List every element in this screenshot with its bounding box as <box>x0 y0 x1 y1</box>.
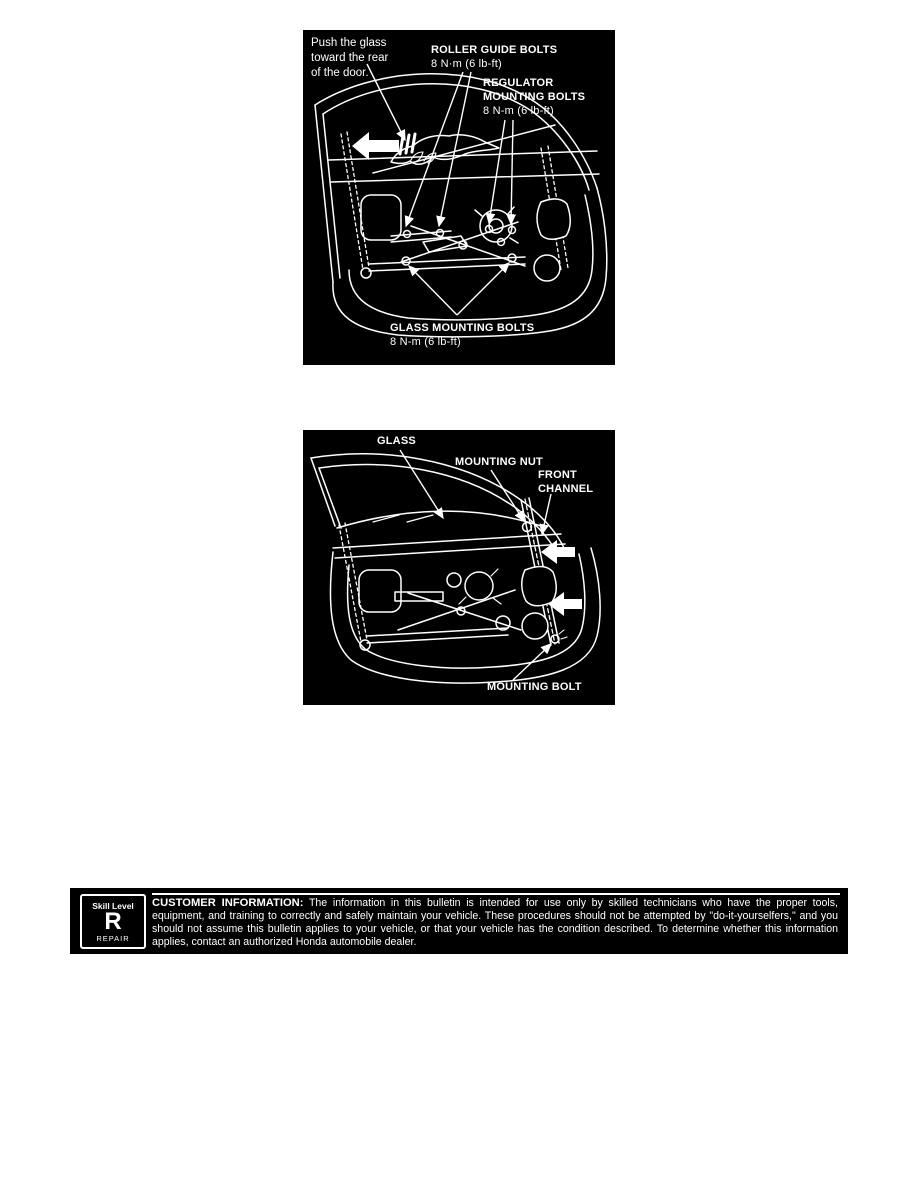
skill-level-caption: Skill Level <box>92 900 134 911</box>
glass-mounting-bolts-label: GLASS MOUNTING BOLTS 8 N-m (6 lb-ft) <box>390 322 535 348</box>
mounting-bolt-leader <box>513 644 551 680</box>
mounting-bolt-label: MOUNTING BOLT <box>487 681 582 693</box>
glass-bolt-leader-1 <box>409 266 457 315</box>
regulator-leader-1 <box>489 120 505 223</box>
skill-level-code: R <box>104 907 122 935</box>
customer-information-bar <box>70 888 848 954</box>
channel-push-arrow-top-icon <box>541 540 575 564</box>
glass-bolt-leader-2 <box>457 263 509 315</box>
skill-level-badge <box>80 894 146 949</box>
customer-information-text <box>152 897 838 949</box>
customer-information-body: The information in this bulletin is intended for use only by skilled technicians who have the proper tools, equipment, and training to correctly and safely maintain your vehicle. These procedures should not be attempted by "do-it-yourselfers," and you should not assume this bulletin applies to your vehicle, or that your vehicle has the condition described. To determine whether this information applies, contact an authorized Honda automobile dealer. <box>152 897 838 948</box>
door-regulator-diagram <box>303 30 615 365</box>
push-glass-note: Push the glass toward the rear of the door. <box>311 37 389 79</box>
glass-leader <box>400 450 443 518</box>
roller-guide-bolts-label: ROLLER GUIDE BOLTS 8 N·m (6 lb-ft) <box>431 44 558 70</box>
push-direction-arrow-icon <box>352 132 399 160</box>
customer-information-heading: CUSTOMER INFORMATION: <box>152 897 304 909</box>
front-channel-leader <box>542 494 551 534</box>
skill-level-name: REPAIR <box>96 933 130 943</box>
footer-top-rule <box>152 893 840 895</box>
glass-label: GLASS <box>377 435 416 447</box>
regulator-mounting-bolts-label: REGULATOR MOUNTING BOLTS 8 N-m (6 lb-ft) <box>483 77 586 117</box>
mounting-nut-label: MOUNTING NUT <box>455 456 543 468</box>
front-channel-label: FRONT CHANNEL <box>538 469 594 495</box>
door-glass-channel-diagram <box>303 430 615 705</box>
